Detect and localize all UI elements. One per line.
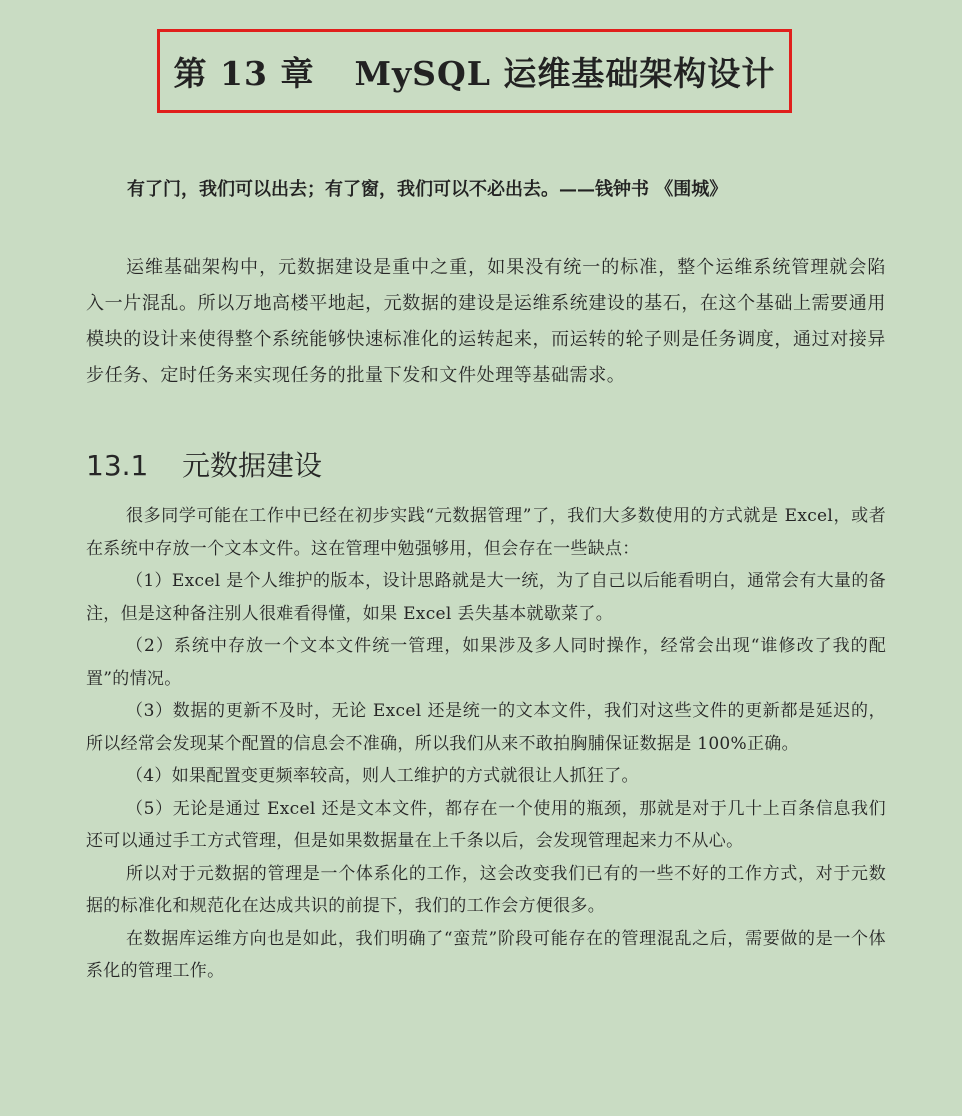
paragraph-intro: 很多同学可能在工作中已经在初步实践“元数据管理”了，我们大多数使用的方式就是 Excel，或者在系统中存放一个文本文件。这在管理中勉强够用，但会存在一些缺点： [86,506,886,559]
paragraph-summary: 所以对于元数据的管理是一个体系化的工作，这会改变我们已有的一些不好的工作方式，对于元数据的标准化和规范化在达成共识的前提下，我们的工作会方便很多。 [86,863,886,916]
list-item-4: （4）如果配置变更频率较高，则人工维护的方式就很让人抓狂了。 [126,766,639,786]
list-item-2: （2）系统中存放一个文本文件统一管理，如果涉及多人同时操作，经常会出现“谁修改了我的配置”的情况。 [86,636,886,689]
list-item-1: （1）Excel 是个人维护的版本，设计思路就是大一统，为了自己以后能看明白，通常会有大量的备注，但是这种备注别人很难看得懂，如果 Excel 丢失基本就歇菜了。 [86,571,886,624]
section-title: 元数据建设 [182,449,323,482]
epigraph-quote: 有了门，我们可以出去；有了窗，我们可以不必出去。——钱钟书 《围城》 [127,179,728,200]
section-number: 13.1 [86,449,149,482]
chapter-title [174,48,776,95]
chapter-title-box [157,29,792,113]
chapter-number: 第 13 章 [173,53,315,93]
paragraph-conclusion: 在数据库运维方向也是如此，我们明确了“蛮荒”阶段可能存在的管理混乱之后，需要做的是一个体系化的管理工作。 [86,928,886,981]
section-heading [86,444,322,484]
chapter-title-text: MySQL 运维基础架构设计 [354,53,776,93]
list-item-3: （3）数据的更新不及时，无论 Excel 还是统一的文本文件，我们对这些文件的更新都是延迟的，所以经常会发现某个配置的信息会不准确，所以我们从来不敢拍胸脯保证数据是 100%正确。 [86,701,886,754]
list-item-5: （5）无论是通过 Excel 还是文本文件，都存在一个使用的瓶颈，那就是对于几十上百条信息我们还可以通过手工方式管理，但是如果数据量在上千条以后，会发现管理起来力不从心。 [86,798,886,851]
section-body [86,500,886,988]
intro-paragraph: 运维基础架构中，元数据建设是重中之重，如果没有统一的标准，整个运维系统管理就会陷入一片混乱。所以万地高楼平地起，元数据的建设是运维系统建设的基石，在这个基础上需要通用模块的设计来使得整个系统能够快速标准化的运转起来，而运转的轮子则是任务调度，通过对接异步任务、定时任务来实现任务的批量下发和文件处理等基础需求。 [86,257,886,386]
